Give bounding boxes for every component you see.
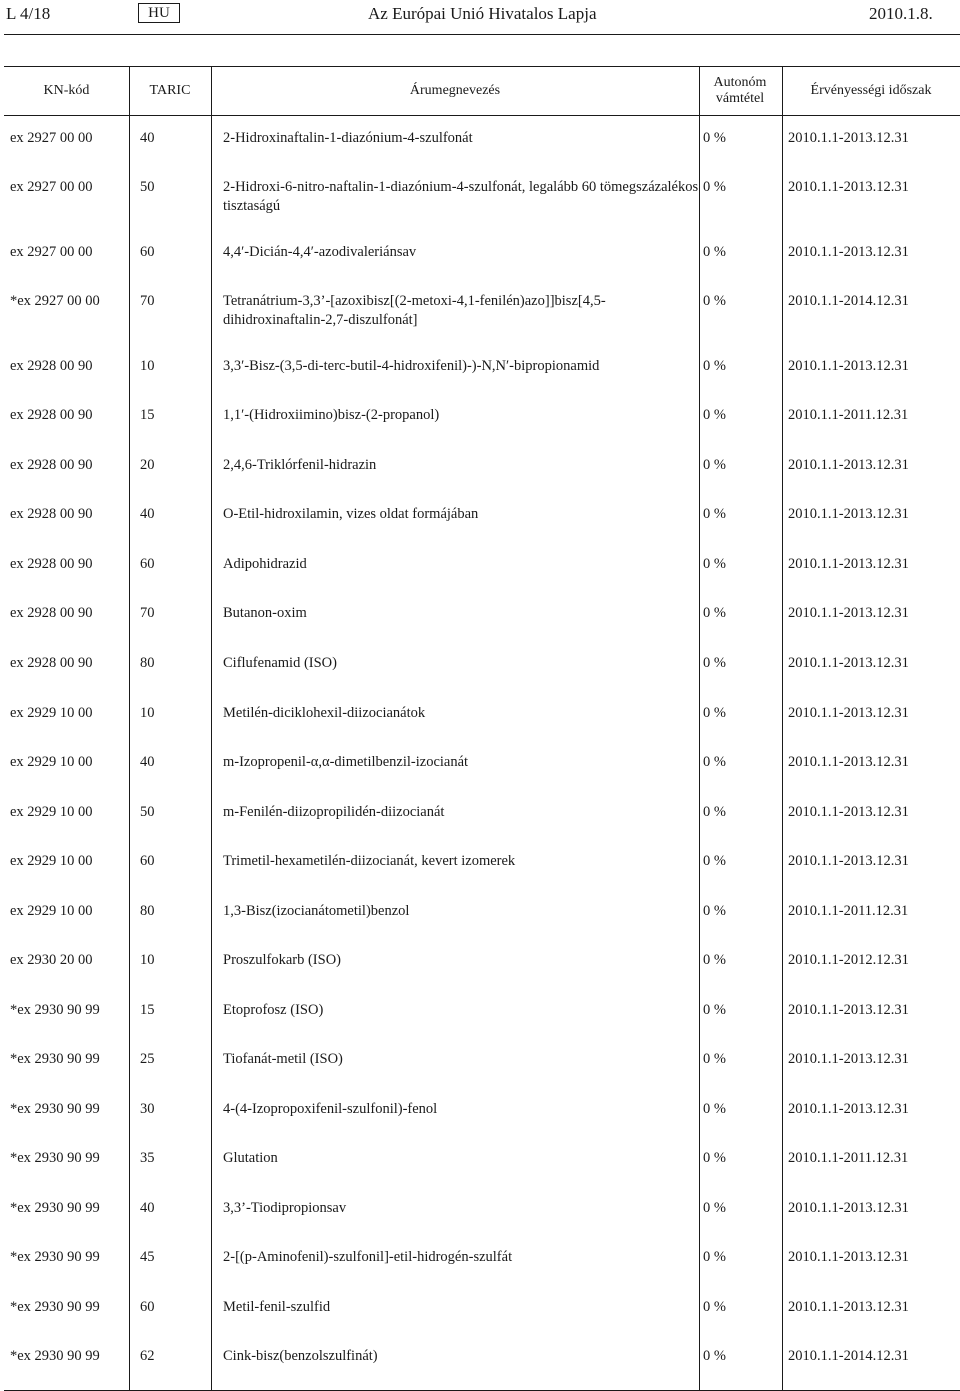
taric-code: 80	[140, 655, 155, 671]
duty-rate: 0 %	[703, 605, 726, 621]
kn-code: *ex 2930 90 99	[10, 1249, 100, 1265]
kn-code: ex 2929 10 00	[10, 804, 93, 820]
product-description: 3,3′-Bisz-(3,5-di-terc-butil-4-hidroxifenil)-)-N,N′-bipropionamid	[223, 358, 600, 374]
kn-code: *ex 2927 00 00	[10, 293, 100, 309]
validity-period: 2010.1.1-2011.12.31	[788, 407, 909, 423]
duty-rate: 0 %	[703, 1299, 726, 1315]
product-description: 4-(4-Izopropoxifenil-szulfonil)-fenol	[223, 1101, 438, 1117]
duty-rate: 0 %	[703, 804, 726, 820]
taric-code: 45	[140, 1249, 155, 1265]
kn-code: ex 2928 00 90	[10, 556, 93, 572]
product-description: 1,1′-(Hidroxiimino)bisz-(2-propanol)	[223, 407, 440, 423]
validity-period: 2010.1.1-2013.12.31	[788, 605, 909, 621]
taric-code: 40	[140, 130, 155, 146]
validity-period: 2010.1.1-2011.12.31	[788, 1150, 909, 1166]
product-description: 2-Hidroxinaftalin-1-diazónium-4-szulfonát	[223, 130, 473, 146]
validity-period: 2010.1.1-2013.12.31	[788, 853, 909, 869]
product-description: 2-[(p-Aminofenil)-szulfonil]-etil-hidrogén-szulfát	[223, 1249, 513, 1265]
publication-date: 2010.1.8.	[869, 4, 933, 23]
kn-code: ex 2928 00 90	[10, 407, 93, 423]
taric-code: 30	[140, 1101, 155, 1117]
taric-code: 70	[140, 605, 155, 621]
validity-period: 2010.1.1-2013.12.31	[788, 179, 909, 195]
validity-period: 2010.1.1-2013.12.31	[788, 804, 909, 820]
duty-rate: 0 %	[703, 952, 726, 968]
header-divider	[4, 34, 960, 35]
kn-code: *ex 2930 90 99	[10, 1200, 100, 1216]
column-header-rate: Autonóm vámtétel	[713, 75, 767, 106]
duty-rate: 0 %	[703, 754, 726, 770]
kn-code: ex 2927 00 00	[10, 244, 93, 260]
duty-rate: 0 %	[703, 1150, 726, 1166]
taric-code: 70	[140, 293, 155, 309]
duty-rate: 0 %	[703, 853, 726, 869]
kn-code: ex 2930 20 00	[10, 952, 93, 968]
kn-code: *ex 2930 90 99	[10, 1299, 100, 1315]
kn-code: ex 2928 00 90	[10, 506, 93, 522]
kn-code: *ex 2930 90 99	[10, 1101, 100, 1117]
validity-period: 2010.1.1-2013.12.31	[788, 1051, 909, 1067]
taric-code: 60	[140, 1299, 155, 1315]
kn-code: ex 2928 00 90	[10, 605, 93, 621]
product-description: Tetranátrium-3,3’-[azoxibisz[(2-metoxi-4,1-fenilén)azo]]bisz[4,5-dihidroxinaftalin-2,7-diszulfonát]	[223, 293, 606, 328]
column-divider	[211, 67, 212, 1390]
column-divider	[699, 67, 700, 1390]
kn-code: *ex 2930 90 99	[10, 1002, 100, 1018]
language-badge: HU	[138, 3, 180, 23]
kn-code: ex 2929 10 00	[10, 853, 93, 869]
column-divider	[782, 67, 783, 1390]
validity-period: 2010.1.1-2013.12.31	[788, 705, 909, 721]
taric-code: 62	[140, 1348, 155, 1364]
product-description: Glutation	[223, 1150, 278, 1166]
journal-title: Az Európai Unió Hivatalos Lapja	[368, 4, 597, 23]
product-description: 4,4′-Dicián-4,4′-azodivaleriánsav	[223, 244, 417, 260]
duty-rate: 0 %	[703, 130, 726, 146]
column-header-period: Érvényességi időszak	[810, 83, 932, 98]
duty-rate: 0 %	[703, 1002, 726, 1018]
duty-rate: 0 %	[703, 1101, 726, 1117]
taric-code: 15	[140, 1002, 155, 1018]
product-description: Adipohidrazid	[223, 556, 307, 572]
kn-code: ex 2927 00 00	[10, 179, 93, 195]
validity-period: 2010.1.1-2012.12.31	[788, 952, 909, 968]
duty-rate: 0 %	[703, 244, 726, 260]
taric-code: 35	[140, 1150, 155, 1166]
duty-rate: 0 %	[703, 1200, 726, 1216]
product-description: m-Izopropenil-α,α-dimetilbenzil-izocianát	[223, 754, 469, 770]
product-description: 3,3’-Tiodipropionsav	[223, 1200, 347, 1216]
product-description: Proszulfokarb (ISO)	[223, 952, 341, 968]
page-reference: L 4/18	[6, 4, 51, 23]
duty-rate: 0 %	[703, 1348, 726, 1364]
taric-code: 40	[140, 506, 155, 522]
duty-rate: 0 %	[703, 506, 726, 522]
kn-code: ex 2929 10 00	[10, 903, 93, 919]
column-header-description: Árumegnevezés	[409, 83, 501, 98]
kn-code: ex 2928 00 90	[10, 358, 93, 374]
product-description: Metil-fenil-szulfid	[223, 1299, 331, 1315]
product-description: Metilén-diciklohexil-diizocianátok	[223, 705, 426, 721]
validity-period: 2010.1.1-2013.12.31	[788, 130, 909, 146]
duty-rate: 0 %	[703, 293, 726, 309]
kn-code: *ex 2930 90 99	[10, 1348, 100, 1364]
validity-period: 2010.1.1-2014.12.31	[788, 293, 909, 309]
product-description: 2,4,6-Triklórfenil-hidrazin	[223, 457, 377, 473]
taric-code: 80	[140, 903, 155, 919]
product-description: 1,3-Bisz(izocianátometil)benzol	[223, 903, 410, 919]
taric-code: 50	[140, 804, 155, 820]
validity-period: 2010.1.1-2011.12.31	[788, 903, 909, 919]
taric-code: 20	[140, 457, 155, 473]
validity-period: 2010.1.1-2013.12.31	[788, 655, 909, 671]
kn-code: *ex 2930 90 99	[10, 1150, 100, 1166]
duty-rate: 0 %	[703, 903, 726, 919]
taric-code: 60	[140, 556, 155, 572]
validity-period: 2010.1.1-2013.12.31	[788, 1200, 909, 1216]
product-description: Ciflufenamid (ISO)	[223, 655, 337, 671]
duty-rate: 0 %	[703, 705, 726, 721]
product-description: 2-Hidroxi-6-nitro-naftalin-1-diazónium-4-szulfonát, legalább 60 tömegszázalékos tisztaságú	[223, 179, 699, 214]
product-description: Etoprofosz (ISO)	[223, 1002, 324, 1018]
product-description: Trimetil-hexametilén-diizocianát, kevert izomerek	[223, 853, 516, 869]
taric-code: 10	[140, 358, 155, 374]
taric-code: 15	[140, 407, 155, 423]
validity-period: 2010.1.1-2013.12.31	[788, 358, 909, 374]
column-divider	[129, 67, 130, 1390]
taric-code: 60	[140, 853, 155, 869]
product-description: Butanon-oxim	[223, 605, 307, 621]
taric-code: 40	[140, 754, 155, 770]
taric-code: 40	[140, 1200, 155, 1216]
duty-rate: 0 %	[703, 179, 726, 195]
duty-rate: 0 %	[703, 358, 726, 374]
taric-code: 60	[140, 244, 155, 260]
product-description: m-Fenilén-diizopropilidén-diizocianát	[223, 804, 445, 820]
product-description: Cink-bisz(benzolszulfinát)	[223, 1348, 378, 1364]
duty-rate: 0 %	[703, 407, 726, 423]
duty-rate: 0 %	[703, 556, 726, 572]
product-description: Tiofanát-metil (ISO)	[223, 1051, 343, 1067]
kn-code: ex 2929 10 00	[10, 754, 93, 770]
kn-code: ex 2928 00 90	[10, 655, 93, 671]
validity-period: 2010.1.1-2013.12.31	[788, 1002, 909, 1018]
duty-rate: 0 %	[703, 1249, 726, 1265]
validity-period: 2010.1.1-2013.12.31	[788, 506, 909, 522]
column-header-kn: KN-kód	[43, 83, 90, 98]
duty-rate: 0 %	[703, 457, 726, 473]
kn-code: ex 2928 00 90	[10, 457, 93, 473]
table-header	[4, 67, 960, 116]
duty-rate: 0 %	[703, 1051, 726, 1067]
taric-code: 10	[140, 952, 155, 968]
duty-rate: 0 %	[703, 655, 726, 671]
product-description: O-Etil-hidroxilamin, vizes oldat formájában	[223, 506, 479, 522]
tariff-table	[4, 66, 960, 1391]
taric-code: 50	[140, 179, 155, 195]
validity-period: 2010.1.1-2013.12.31	[788, 1299, 909, 1315]
validity-period: 2010.1.1-2013.12.31	[788, 1249, 909, 1265]
validity-period: 2010.1.1-2013.12.31	[788, 457, 909, 473]
validity-period: 2010.1.1-2013.12.31	[788, 244, 909, 260]
column-header-taric: TARIC	[149, 83, 191, 98]
taric-code: 10	[140, 705, 155, 721]
validity-period: 2010.1.1-2013.12.31	[788, 754, 909, 770]
kn-code: ex 2929 10 00	[10, 705, 93, 721]
kn-code: ex 2927 00 00	[10, 130, 93, 146]
page-header	[0, 0, 960, 30]
taric-code: 25	[140, 1051, 155, 1067]
validity-period: 2010.1.1-2013.12.31	[788, 556, 909, 572]
validity-period: 2010.1.1-2014.12.31	[788, 1348, 909, 1364]
kn-code: *ex 2930 90 99	[10, 1051, 100, 1067]
validity-period: 2010.1.1-2013.12.31	[788, 1101, 909, 1117]
